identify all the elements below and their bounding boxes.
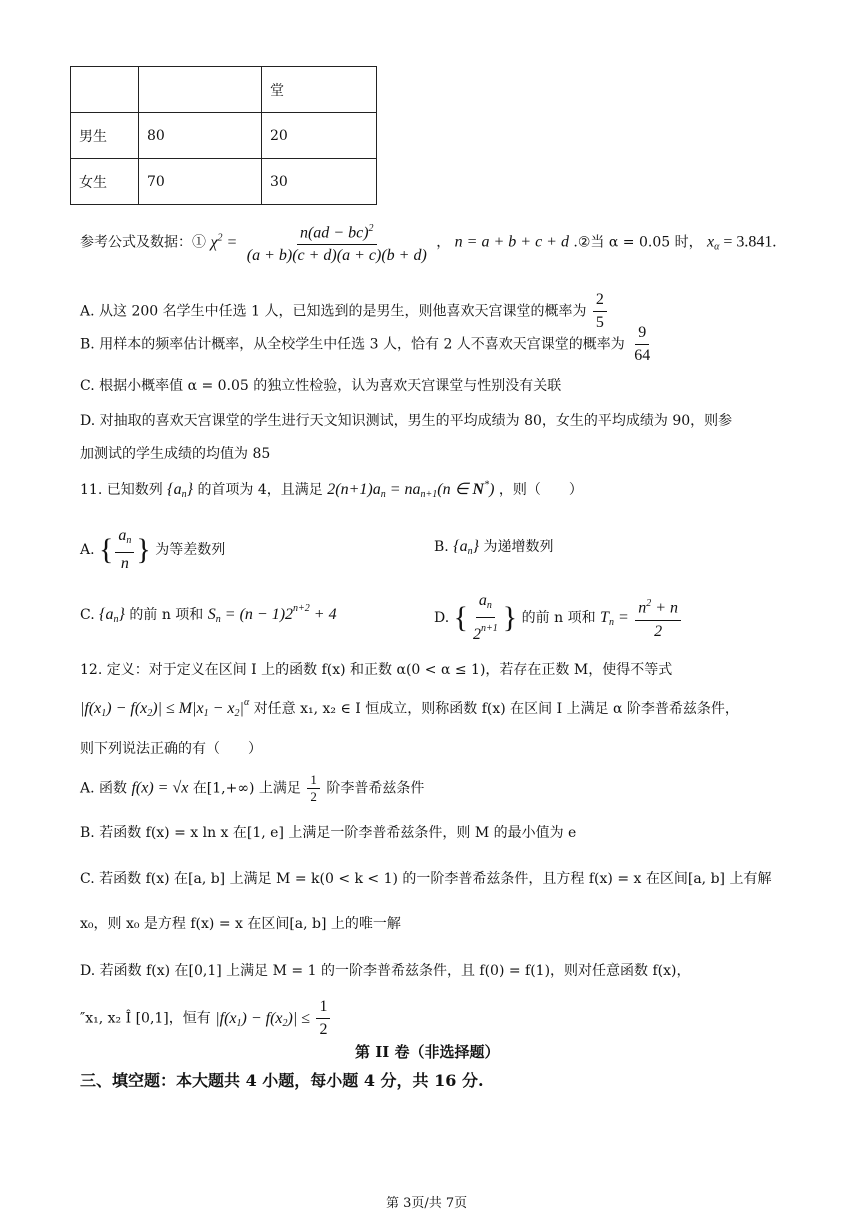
q10-a-num: 2 — [593, 289, 607, 312]
x-alpha: x — [707, 233, 715, 251]
alpha-condition: .②当 α = 0.05 时， — [573, 234, 703, 251]
table-cell: 80 — [139, 113, 262, 159]
q11-recurrence: $2(n+1)a_n = na_{n+1}(n$ ∈ N*) — [327, 479, 495, 500]
table-cell — [71, 67, 139, 113]
q12-d2-pre: ″x₁, x₂ Î [0,1]，恒有 — [80, 1010, 211, 1027]
x-alpha-value: = 3.841. — [719, 233, 777, 251]
q12-option-d-line1: D. 若函数 f(x) 在[0,1] 上满足 M = 1 的一阶李普希兹条件，且 f(0) = f(1)，则对任意函数 f(x)， — [80, 963, 691, 979]
q12-option-d-line2: ″x₁, x₂ Î [0,1]，恒有 $|f(x_1) - f(x_2)|$ ≤ $\frac{1}{2}$ — [80, 996, 332, 1041]
table-cell: 20 — [262, 113, 377, 159]
q10-a-den: 5 — [595, 314, 604, 331]
q11-option-d: D. { $\frac{a_n}{2^{n+1}}$ } 的前 n 项和 $T_n$ = $\frac{n^2 + n}{2}$ — [434, 590, 683, 646]
q10-option-d-line1: D. 对抽取的喜欢天宫课堂的学生进行天文知识测试，男生的平均成绩为 80，女生的平均成绩为 90，则参 — [80, 413, 733, 429]
q10-option-a-text: A. 从这 200 名学生中任选 1 人，已知选到的是男生，则他喜欢天宫课堂的概率为 — [80, 303, 587, 320]
table-cell: 70 — [139, 159, 262, 205]
q10-option-b — [80, 322, 655, 367]
q11-stem-b: 的首项为 4，且满足 — [197, 482, 323, 498]
q10-option-c: C. 根据小概率值 α = 0.05 的独立性检验，认为喜欢天宫课堂与性别没有关联 — [80, 378, 562, 394]
chi-square-symbol: $\chi^2$ = — [210, 232, 238, 251]
survey-table — [70, 66, 377, 205]
table-row — [71, 113, 377, 159]
q11-option-c: C. $\{a_n\}$ 的前 n 项和 $S_n = (n - 1)2^{n+2} + 4$ — [80, 603, 337, 625]
q11-b-text: 为递增数列 — [483, 539, 554, 555]
q11-a-label: A. — [80, 542, 95, 558]
q10-option-b-text: B. 用样本的频率估计概率，从全校学生中任选 3 人，恰有 2 人不喜欢天宫课堂的概率为 — [80, 336, 625, 353]
q11-option-a: A. { $\frac{a_n}{n}$ } 为等差数列 — [80, 527, 226, 572]
q12-line2-rest: 对任意 x₁, x₂ ∈ I 恒成立，则称函数 f(x) 在区间 I 上满足 α 阶李普希兹条件， — [253, 701, 739, 717]
q12-option-b: B. 若函数 f(x) = x ln x 在[1, e] 上满足一阶李普希兹条件，则 M 的最小值为 e — [80, 825, 577, 841]
table-cell — [139, 67, 262, 113]
table-cell: 女生 — [71, 159, 139, 205]
q12-option-c-line1: C. 若函数 f(x) 在[a, b] 上满足 M = k(0 < k < 1) 的一阶李普希兹条件，且方程 f(x) = x 在区间[a, b] 上有解 — [80, 871, 772, 887]
q11-option-b: B. $\{a_n\}$ 为递增数列 — [434, 538, 554, 557]
q12-a-pre: A. 函数 — [80, 780, 132, 797]
q11-b-label: B. — [434, 539, 449, 555]
q10-b-den: 64 — [634, 347, 651, 364]
q11-c-label: C. — [80, 607, 95, 623]
q10-option-d-line2: 加测试的学生成绩的均值为 85 — [80, 446, 271, 462]
q12-option-a: A. 函数 f(x) = √x 在[1,+∞) 上满足 $\frac{1}{2}$ 阶李普希兹条件 — [80, 772, 425, 804]
x-alpha-sub: α — [714, 241, 720, 253]
n-definition: n = a + b + c + d — [454, 233, 569, 251]
q11-d-text: 的前 n 项和 — [521, 610, 596, 626]
q12-line1: 12. 定义：对于定义在区间 I 上的函数 f(x) 和正数 α(0 < α ≤ 1)，若存在正数 M，使得不等式 — [80, 662, 673, 678]
q12-option-c-line2: x₀，则 x₀ 是方程 f(x) = x 在区间[a, b] 上的唯一解 — [80, 916, 401, 932]
section-heading: 三、填空题：本大题共 4 小题，每小题 4 分，共 16 分. — [80, 1071, 484, 1090]
q11-stem — [80, 479, 583, 500]
q11-c-text: 的前 n 项和 — [129, 607, 204, 623]
chi-square-fraction: $\frac{n(ad - bc)^2}{(a + b)(c + d)(a + c)(b + d)}$ — [244, 218, 430, 267]
table-cell: 男生 — [71, 113, 139, 159]
q12-line3: 则下列说法正确的有（ ） — [80, 741, 262, 757]
q10-b-num: 9 — [635, 322, 649, 345]
reference-formula: 参考公式及数据：① $\chi^2$ = $\frac{n(ad - bc)^2}{(a + b)(c + d)(a + c)(b + d)}$ ， n = a + b + c + d .②当 α = 0.05 时， $x_\alpha = 3.841$. — [80, 218, 776, 267]
lipschitz-inequality: $|f(x_1) - f(x_2)| \le M|x_1 - x_2|^\alpha$ — [80, 697, 250, 719]
table-row — [71, 159, 377, 205]
q11-d-label: D. — [434, 610, 450, 626]
q12-a-post: 阶李普希兹条件 — [326, 780, 425, 797]
formula-prefix: 参考公式及数据：① — [80, 234, 206, 251]
page-number: 第 3页/共 7页 — [386, 1196, 468, 1211]
q12-line2 — [80, 697, 739, 719]
q12-a-mid: 在[1,+∞) 上满足 — [192, 780, 301, 797]
part-title: 第 II 卷（非选择题） — [355, 1043, 500, 1061]
q11-stem-a: 11. 已知数列 — [80, 482, 163, 498]
q10-option-b-fraction — [631, 322, 653, 367]
table-cell: 30 — [262, 159, 377, 205]
q11-a-text: 为等差数列 — [155, 542, 226, 558]
seq-an: $\{a_n\}$ — [167, 481, 193, 500]
table-header-row — [71, 67, 377, 113]
q11-stem-c: ，则（ ） — [498, 482, 583, 498]
table-cell: 堂 — [262, 67, 377, 113]
